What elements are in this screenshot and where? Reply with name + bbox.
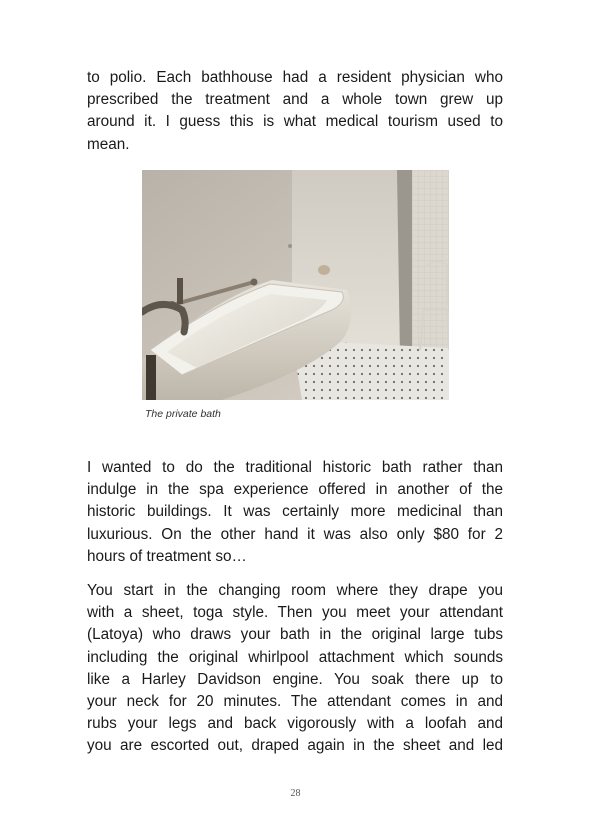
text-line: mean. [87, 135, 130, 153]
private-bath-photo [142, 170, 449, 400]
text-line: You start in the changing room where they drape you [87, 582, 503, 599]
text-line: luxurious. On the other hand it was also only $80 for 2 [87, 525, 503, 543]
text-line: with a sheet, toga style. Then you meet your attendant [87, 604, 503, 622]
text-line: your neck for 20 minutes. The attendant comes in and [87, 693, 503, 711]
text-line: indulge in the spa experience offered in another of the [87, 481, 503, 499]
text-line: historic buildings. It was certainly more medicinal than [87, 503, 503, 521]
text-line: like a Harley Davidson engine. You soak there up to [87, 670, 503, 688]
text-line: including the original whirlpool attachment which sounds [87, 648, 503, 666]
text-line: rubs your legs and back vigorously with a loofah and [87, 715, 503, 733]
paragraph-2 [87, 457, 503, 568]
page-number: 28 [290, 788, 301, 799]
text-line: around it. I guess this is what medical tourism used to [87, 113, 503, 131]
paragraph-3 [87, 580, 503, 758]
text-line: you are escorted out, draped again in the sheet and led [87, 737, 503, 755]
text-line: prescribed the treatment and a whole town grew up [87, 91, 503, 109]
text-line: (Latoya) who draws your bath in the original large tubs [87, 626, 503, 644]
paragraph-1 [87, 67, 503, 156]
text-line: hours of treatment so… [87, 547, 247, 565]
text-line: to polio. Each bathhouse had a resident physician who [87, 69, 503, 86]
text-line: I wanted to do the traditional historic bath rather than [87, 459, 503, 476]
figure-caption: The private bath [145, 408, 221, 420]
